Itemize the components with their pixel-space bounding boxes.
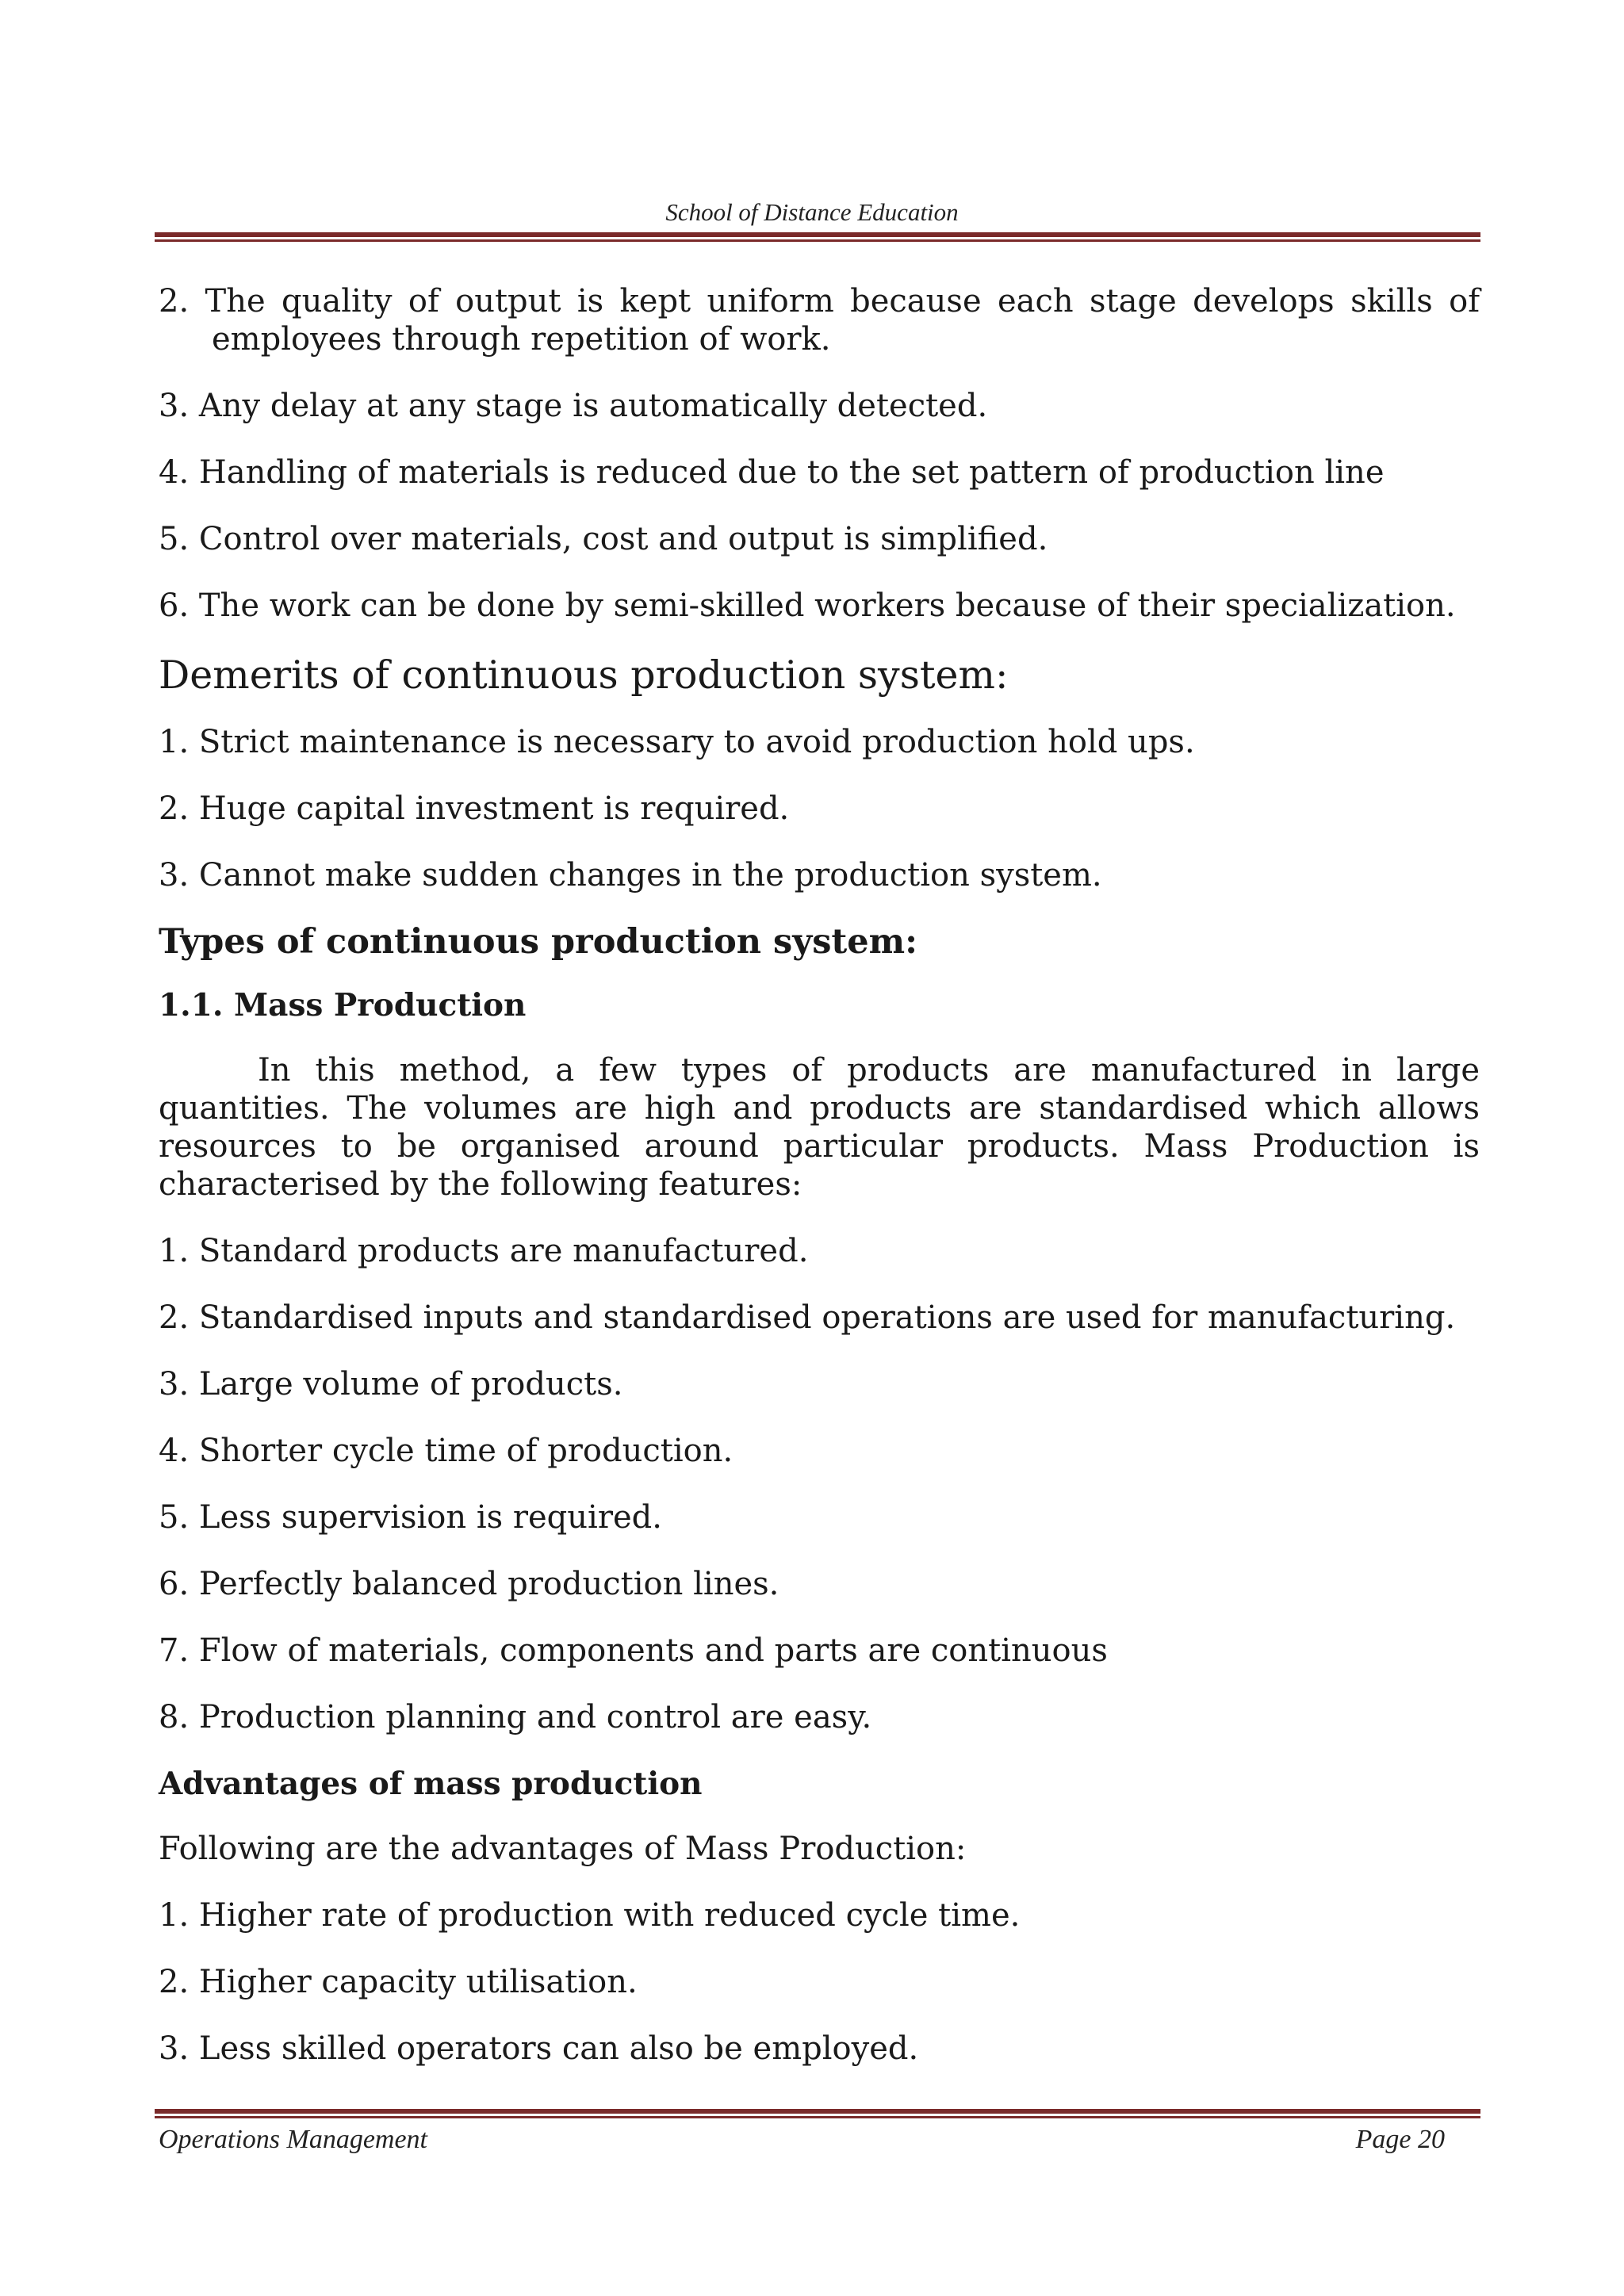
- header-rule: [155, 232, 1480, 242]
- list-item: 8. Production planning and control are easy.: [159, 1699, 872, 1735]
- list-item: 1. Strict maintenance is necessary to avoid production hold ups.: [159, 724, 1195, 760]
- list-item: 2. Standardised inputs and standardised operations are used for manufacturing.: [159, 1299, 1456, 1336]
- mass-production-subheading: 1.1. Mass Production: [159, 987, 527, 1024]
- mass-production-paragraph: In this method, a few types of products are manufactured in large quantities. The volumes are high and products are standardised which allows resources to be organised around particular products. Mass Production is characterised by the following features:: [159, 1052, 1480, 1203]
- list-item: 4. Handling of materials is reduced due to the set pattern of production line: [159, 454, 1385, 491]
- list-item: 3. Any delay at any stage is automatically detected.: [159, 388, 988, 424]
- list-item: 7. Flow of materials, components and parts are continuous: [159, 1632, 1108, 1669]
- list-item: 1. Standard products are manufactured.: [159, 1233, 809, 1269]
- list-item: 5. Less supervision is required.: [159, 1499, 662, 1536]
- list-item: 3. Large volume of products.: [159, 1366, 623, 1402]
- list-item: 6. Perfectly balanced production lines.: [159, 1566, 779, 1602]
- list-item: 6. The work can be done by semi-skilled workers because of their specialization.: [159, 587, 1456, 624]
- advantages-heading: Advantages of mass production: [159, 1766, 703, 1802]
- list-item: 3. Less skilled operators can also be employed.: [159, 2030, 919, 2067]
- list-item: 2. The quality of output is kept uniform because each stage develops skills of employees through repetition of work.: [159, 283, 1480, 358]
- demerits-heading: Demerits of continuous production system:: [159, 652, 1009, 698]
- footer-rule: [155, 2109, 1480, 2118]
- list-item: 2. Huge capital investment is required.: [159, 790, 790, 827]
- footer-page-number: Page 20: [1355, 2125, 1445, 2154]
- page-header-title: School of Distance Education: [665, 198, 959, 226]
- types-heading: Types of continuous production system:: [159, 922, 918, 962]
- list-item: 5. Control over materials, cost and output is simplified.: [159, 521, 1048, 557]
- page-content: [159, 282, 1480, 2096]
- footer-course-title: Operations Management: [159, 2125, 428, 2154]
- advantages-intro: Following are the advantages of Mass Production:: [159, 1831, 967, 1867]
- list-item: 3. Cannot make sudden changes in the production system.: [159, 857, 1102, 894]
- list-item: 1. Higher rate of production with reduced cycle time.: [159, 1897, 1021, 1934]
- list-item: 2. Higher capacity utilisation.: [159, 1964, 638, 2000]
- list-item: 4. Shorter cycle time of production.: [159, 1433, 733, 1469]
